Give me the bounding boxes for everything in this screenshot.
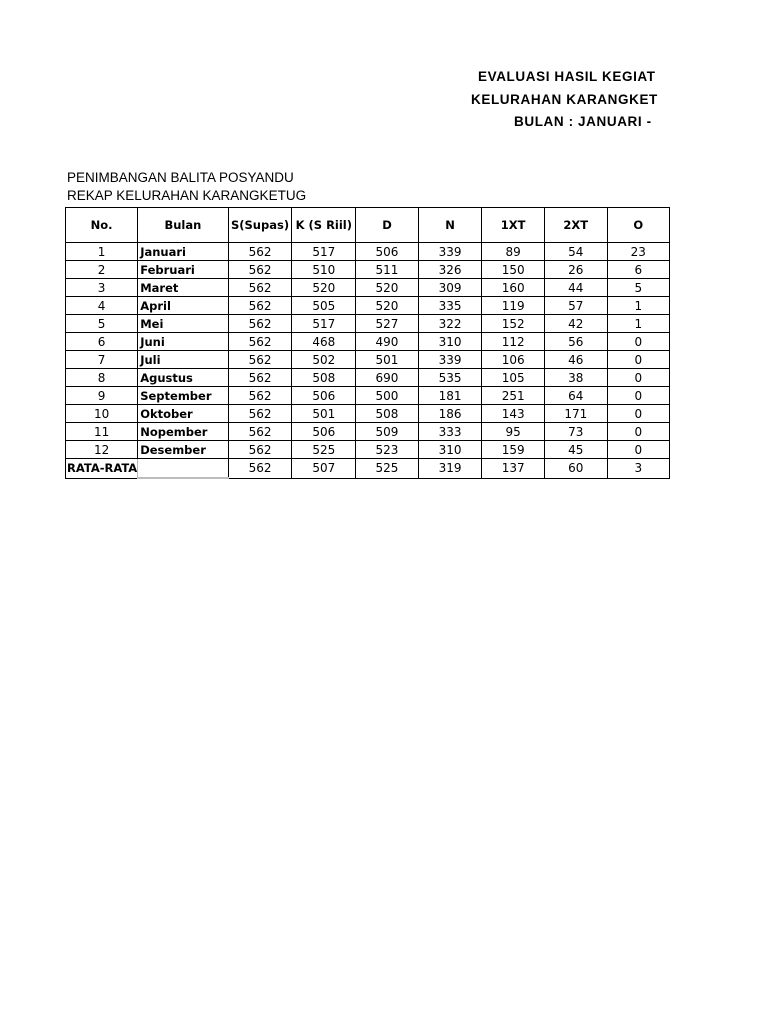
value-cell: 106 <box>482 351 545 369</box>
value-cell: 54 <box>544 243 607 261</box>
value-cell: 562 <box>228 369 292 387</box>
row-number: 5 <box>66 315 138 333</box>
value-cell: 535 <box>418 369 482 387</box>
report-title: EVALUASI HASIL KEGIAT <box>478 69 656 84</box>
table-row <box>66 369 670 387</box>
row-number: 1 <box>66 243 138 261</box>
table-row <box>66 333 670 351</box>
average-value: 319 <box>418 459 482 479</box>
table-row <box>66 261 670 279</box>
table-row <box>66 297 670 315</box>
value-cell: 339 <box>418 243 482 261</box>
month-cell: Desember <box>138 441 228 459</box>
column-header: 2XT <box>544 208 607 243</box>
value-cell: 505 <box>292 297 356 315</box>
value-cell: 562 <box>228 279 292 297</box>
value-cell: 186 <box>418 405 482 423</box>
table-row <box>66 315 670 333</box>
value-cell: 562 <box>228 405 292 423</box>
value-cell: 89 <box>482 243 545 261</box>
table-row <box>66 387 670 405</box>
row-number: 8 <box>66 369 138 387</box>
subtitle-rekap: REKAP KELURAHAN KARANGKETUG <box>67 188 307 203</box>
value-cell: 520 <box>356 297 419 315</box>
value-cell: 6 <box>607 261 669 279</box>
value-cell: 562 <box>228 387 292 405</box>
column-header: N <box>418 208 482 243</box>
value-cell: 333 <box>418 423 482 441</box>
row-number: 12 <box>66 441 138 459</box>
value-cell: 73 <box>544 423 607 441</box>
value-cell: 322 <box>418 315 482 333</box>
month-cell: Mei <box>138 315 228 333</box>
value-cell: 506 <box>292 423 356 441</box>
table-row <box>66 279 670 297</box>
row-number: 3 <box>66 279 138 297</box>
month-cell: Agustus <box>138 369 228 387</box>
column-header: Bulan <box>138 208 228 243</box>
month-cell: Nopember <box>138 423 228 441</box>
value-cell: 171 <box>544 405 607 423</box>
row-number: 11 <box>66 423 138 441</box>
value-cell: 143 <box>482 405 545 423</box>
average-value: 60 <box>544 459 607 479</box>
average-value: 525 <box>356 459 419 479</box>
value-cell: 150 <box>482 261 545 279</box>
data-table <box>65 207 670 479</box>
month-cell: September <box>138 387 228 405</box>
value-cell: 562 <box>228 333 292 351</box>
value-cell: 46 <box>544 351 607 369</box>
value-cell: 562 <box>228 441 292 459</box>
value-cell: 159 <box>482 441 545 459</box>
value-cell: 0 <box>607 441 669 459</box>
value-cell: 23 <box>607 243 669 261</box>
value-cell: 26 <box>544 261 607 279</box>
month-cell: Maret <box>138 279 228 297</box>
value-cell: 562 <box>228 243 292 261</box>
value-cell: 0 <box>607 387 669 405</box>
month-cell: Juni <box>138 333 228 351</box>
value-cell: 490 <box>356 333 419 351</box>
average-label: RATA-RATA <box>66 459 138 479</box>
value-cell: 112 <box>482 333 545 351</box>
row-number: 6 <box>66 333 138 351</box>
average-blank-cell <box>138 459 228 479</box>
value-cell: 45 <box>544 441 607 459</box>
value-cell: 181 <box>418 387 482 405</box>
value-cell: 506 <box>356 243 419 261</box>
value-cell: 0 <box>607 351 669 369</box>
value-cell: 502 <box>292 351 356 369</box>
row-number: 2 <box>66 261 138 279</box>
value-cell: 690 <box>356 369 419 387</box>
table-row <box>66 405 670 423</box>
value-cell: 562 <box>228 261 292 279</box>
value-cell: 56 <box>544 333 607 351</box>
value-cell: 562 <box>228 351 292 369</box>
average-value: 137 <box>482 459 545 479</box>
report-period: BULAN : JANUARI - <box>514 114 652 129</box>
value-cell: 511 <box>356 261 419 279</box>
column-header: O <box>607 208 669 243</box>
value-cell: 0 <box>607 333 669 351</box>
value-cell: 1 <box>607 315 669 333</box>
value-cell: 38 <box>544 369 607 387</box>
average-value: 507 <box>292 459 356 479</box>
value-cell: 562 <box>228 423 292 441</box>
average-value: 562 <box>228 459 292 479</box>
value-cell: 44 <box>544 279 607 297</box>
table-row <box>66 243 670 261</box>
month-cell: Januari <box>138 243 228 261</box>
value-cell: 500 <box>356 387 419 405</box>
value-cell: 335 <box>418 297 482 315</box>
row-number: 10 <box>66 405 138 423</box>
row-number: 4 <box>66 297 138 315</box>
report-kelurahan: KELURAHAN KARANGKET <box>471 92 658 107</box>
column-header: K (S Riil) <box>292 208 356 243</box>
table-row <box>66 441 670 459</box>
row-number: 9 <box>66 387 138 405</box>
value-cell: 310 <box>418 333 482 351</box>
value-cell: 501 <box>356 351 419 369</box>
value-cell: 119 <box>482 297 545 315</box>
subtitle-penimbangan: PENIMBANGAN BALITA POSYANDU <box>67 170 294 185</box>
value-cell: 468 <box>292 333 356 351</box>
average-value: 3 <box>607 459 669 479</box>
value-cell: 160 <box>482 279 545 297</box>
value-cell: 510 <box>292 261 356 279</box>
table-row <box>66 423 670 441</box>
row-number: 7 <box>66 351 138 369</box>
value-cell: 517 <box>292 315 356 333</box>
value-cell: 105 <box>482 369 545 387</box>
table-row <box>66 351 670 369</box>
value-cell: 0 <box>607 405 669 423</box>
month-cell: Juli <box>138 351 228 369</box>
month-cell: Oktober <box>138 405 228 423</box>
value-cell: 326 <box>418 261 482 279</box>
table-header-row <box>66 208 670 243</box>
value-cell: 0 <box>607 423 669 441</box>
value-cell: 64 <box>544 387 607 405</box>
month-cell: Februari <box>138 261 228 279</box>
value-cell: 42 <box>544 315 607 333</box>
value-cell: 562 <box>228 297 292 315</box>
value-cell: 251 <box>482 387 545 405</box>
column-header: D <box>356 208 419 243</box>
value-cell: 509 <box>356 423 419 441</box>
value-cell: 310 <box>418 441 482 459</box>
value-cell: 523 <box>356 441 419 459</box>
value-cell: 506 <box>292 387 356 405</box>
average-row <box>66 459 670 479</box>
value-cell: 501 <box>292 405 356 423</box>
value-cell: 0 <box>607 369 669 387</box>
value-cell: 339 <box>418 351 482 369</box>
column-header: S(Supas) <box>228 208 292 243</box>
month-cell: April <box>138 297 228 315</box>
value-cell: 95 <box>482 423 545 441</box>
value-cell: 152 <box>482 315 545 333</box>
value-cell: 508 <box>292 369 356 387</box>
value-cell: 520 <box>356 279 419 297</box>
value-cell: 309 <box>418 279 482 297</box>
value-cell: 508 <box>356 405 419 423</box>
value-cell: 517 <box>292 243 356 261</box>
value-cell: 562 <box>228 315 292 333</box>
value-cell: 520 <box>292 279 356 297</box>
value-cell: 525 <box>292 441 356 459</box>
value-cell: 5 <box>607 279 669 297</box>
column-header: No. <box>66 208 138 243</box>
column-header: 1XT <box>482 208 545 243</box>
value-cell: 1 <box>607 297 669 315</box>
value-cell: 57 <box>544 297 607 315</box>
value-cell: 527 <box>356 315 419 333</box>
